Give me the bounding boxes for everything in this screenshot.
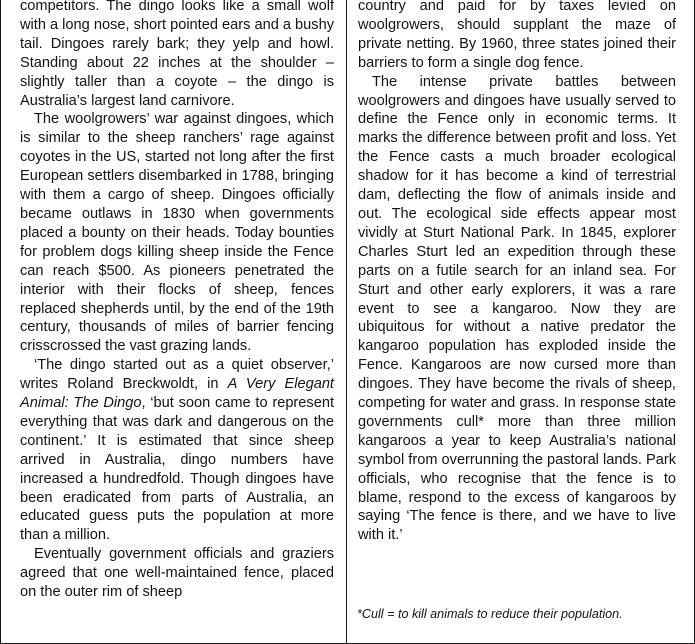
left-paragraph-4: Eventually government officials and graziers agreed that one well-maintained fence, placed on the outer rim of sheep bbox=[20, 546, 334, 601]
right-paragraph-2: The intense private battles between woolgrowers and dingoes have usually served to define the Fence only in economic terms. It marks the difference between profit and loss. Yet the Fence casts a much broader ecological shadow for it has become a kind of terrestrial dam, deflecting the flow of animals inside and out. The ecological side effects appear most vividly at Sturt National Park. In 1845, explorer Charles Sturt led an expedition through these parts on a futile search for an inland sea. For Sturt and other early explorers, it was a rare event to see a kangaroo. Now they are ubiquitous for without a native predator the kangaroo population has exploded inside the Fence. Kangaroos are now cursed more than dingoes. They have become the rivals of sheep, competing for water and grass. In response state governments cull* more than three million kangaroos a year to keep Australia’s national symbol from overrunning the pastoral lands. Park officials, who recognise that the fence is to blame, respond to the excess of kangaroos by saying ‘The fence is there, and we have to live with it.’ bbox=[358, 73, 676, 544]
left-paragraph-3 bbox=[20, 356, 334, 545]
right-text-column bbox=[358, 0, 676, 545]
quote-intro: ‘The dingo started out as a quiet observer,’ writes Roland Breckwoldt, in bbox=[20, 357, 334, 393]
left-paragraph-2: The woolgrowers’ war against dingoes, which is similar to the sheep ranchers’ rage against coyotes in the US, started not long after the first European settlers disembarked in 1788, bringing with them a cargo of sheep. Dingoes officially became outlaws in 1830 when governments placed a bounty on their heads. Today bounties for problem dogs killing sheep inside the Fence can reach $500. As pioneers penetrated the interior with their flocks of sheep, fences replaced shepherds until, by the end of the 19th century, thousands of miles of barrier fencing crisscrossed the vast grazing lands. bbox=[20, 111, 334, 355]
right-paragraph-1: country and paid for by taxes levied on woolgrowers, should supplant the maze of private netting. By 1960, three states joined their barriers to form a single dog fence. bbox=[358, 0, 676, 71]
quote-rest: , ‘but soon came to represent everything that was dark and dangerous on the continent.’ It is estimated that since sheep arrived in Australia, dingo numbers have increased a hundredfold. Though dingoes have been eradicated from parts of Australia, an educated guess puts the population at more than a million. bbox=[20, 395, 334, 544]
footnote: *Cull = to kill animals to reduce their population. bbox=[357, 607, 623, 621]
left-paragraph-1: competitors. The dingo looks like a small wolf with a long nose, short pointed ears and a bushy tail. Dingoes rarely bark; they yelp and howl. Standing about 22 inches at the shoulder – slightly taller than a coyote – the dingo is Australia’s largest land carnivore. bbox=[20, 0, 334, 109]
column-divider bbox=[346, 0, 347, 644]
book-title: A Very Elegant Animal: The Dingo bbox=[20, 376, 334, 412]
left-text-column bbox=[20, 0, 334, 602]
